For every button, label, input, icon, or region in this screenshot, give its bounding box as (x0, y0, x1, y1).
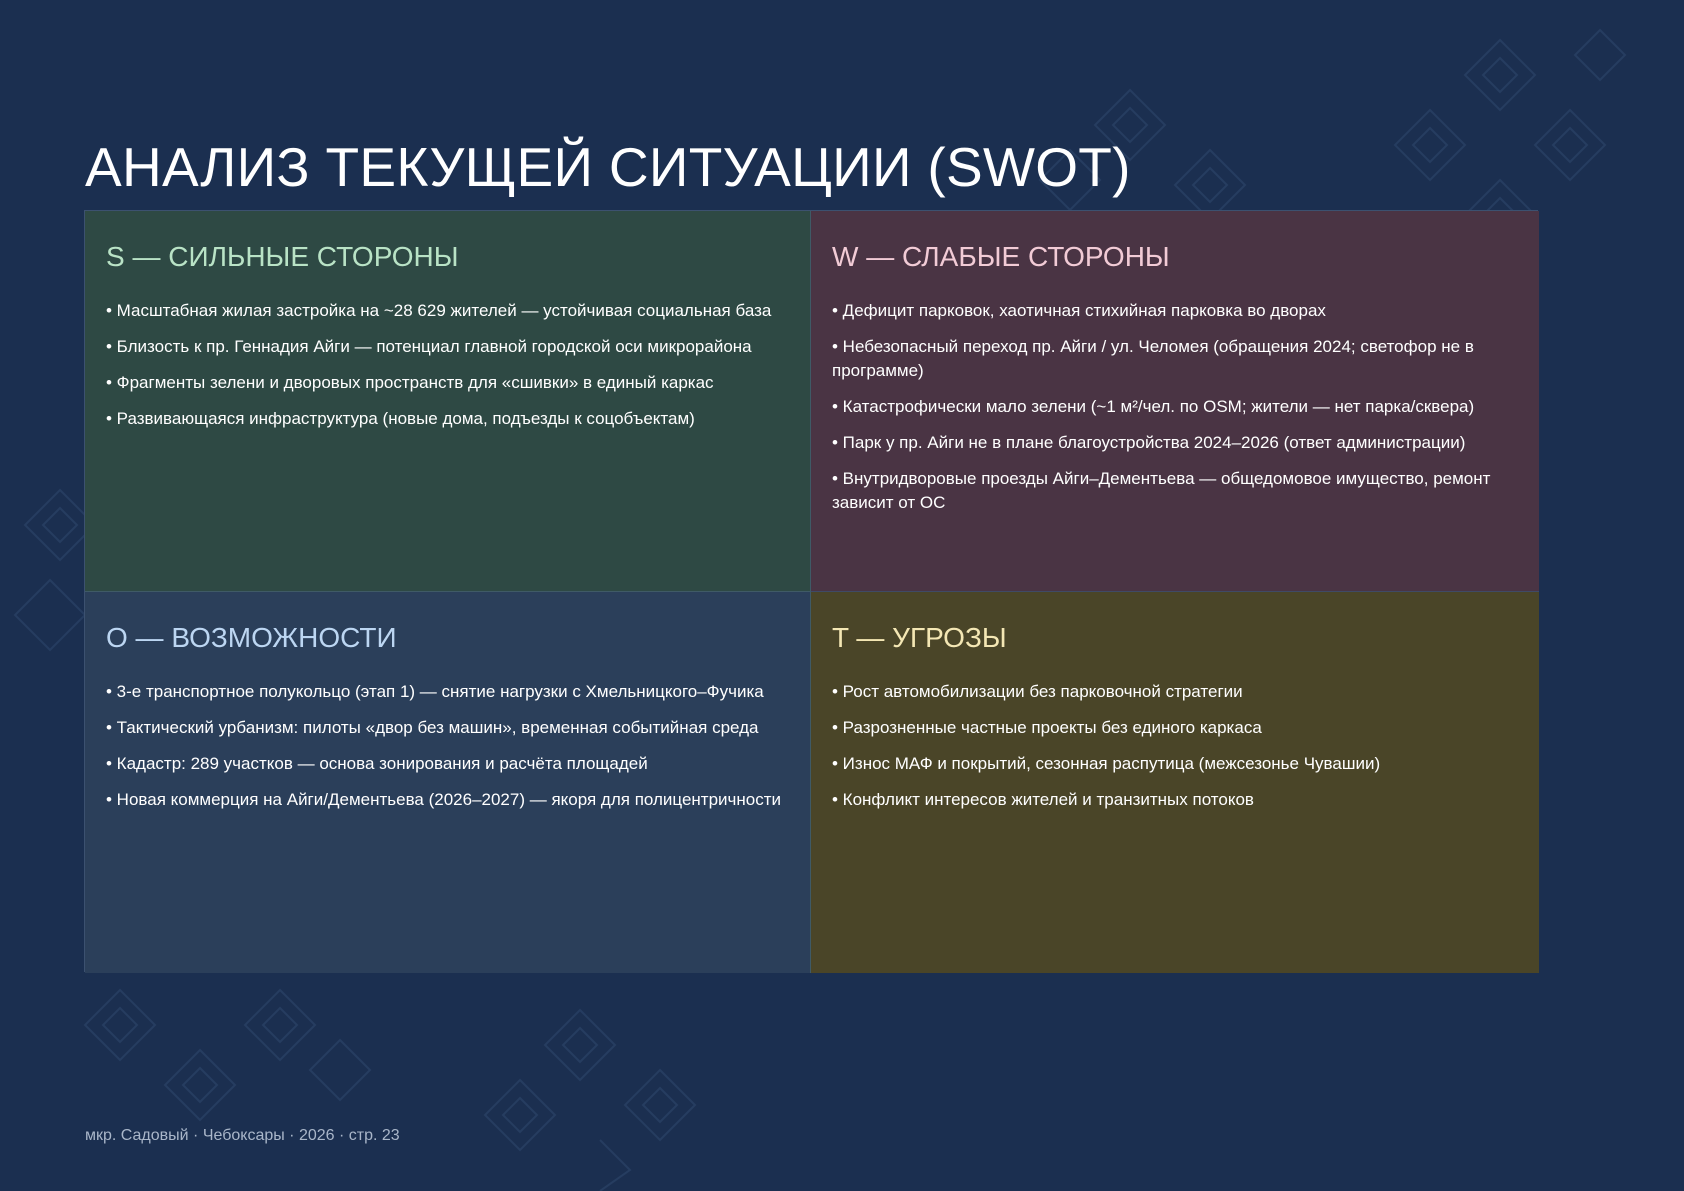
strengths-heading: S — СИЛЬНЫЕ СТОРОНЫ (106, 241, 459, 272)
list-item: • Небезопасный переход пр. Айги / ул. Челомея (обращения 2024; светофор не в программе) (832, 337, 1474, 380)
weaknesses-heading: W — СЛАБЫЕ СТОРОНЫ (832, 241, 1170, 272)
opportunities-heading: O — ВОЗМОЖНОСТИ (106, 622, 397, 653)
list-item: • Разрозненные частные проекты без единого каркаса (832, 718, 1262, 737)
list-item: • Тактический урбанизм: пилоты «двор без машин», временная событийная среда (106, 718, 759, 737)
list-item: • Дефицит парковок, хаотичная стихийная парковка во дворах (832, 301, 1326, 320)
list-item: • Кадастр: 289 участков — основа зонирования и расчёта площадей (106, 754, 648, 773)
swot-matrix (84, 210, 1538, 972)
list-item: • Фрагменты зелени и дворовых пространств для «сшивки» в единый каркас (106, 373, 714, 392)
list-item: • Близость к пр. Геннадия Айги — потенциал главной городской оси микрорайона (106, 337, 752, 356)
list-item: • Износ МАФ и покрытий, сезонная распутица (межсезонье Чувашии) (832, 754, 1381, 773)
threats-heading: T — УГРОЗЫ (832, 622, 1007, 653)
weaknesses-list (832, 299, 1531, 515)
weaknesses-quadrant (811, 211, 1539, 592)
list-item: • Конфликт интересов жителей и транзитных потоков (832, 790, 1254, 809)
list-item: • Развивающаяся инфраструктура (новые дома, подъезды к соцобъектам) (106, 409, 695, 428)
list-item: • Парк у пр. Айги не в плане благоустройства 2024–2026 (ответ администрации) (832, 433, 1466, 452)
strengths-list (106, 299, 802, 431)
list-item: • Новая коммерция на Айги/Дементьева (2026–2027) — якоря для полицентричности (106, 790, 782, 809)
list-item: • Внутридворовые проезды Айги–Дементьева — общедомовое имущество, ремонт зависит от ОС (832, 469, 1491, 512)
opportunities-quadrant (85, 592, 811, 973)
page-title: АНАЛИЗ ТЕКУЩЕЙ СИТУАЦИИ (SWOT) (85, 136, 1131, 198)
strengths-quadrant (85, 211, 811, 592)
threats-list (832, 680, 1531, 812)
list-item: • Катастрофически мало зелени (~1 м²/чел. по OSM; жители — нет парка/сквера) (832, 397, 1475, 416)
list-item: • 3-е транспортное полукольцо (этап 1) — снятие нагрузки с Хмельницкого–Фучика (106, 682, 764, 701)
list-item: • Масштабная жилая застройка на ~28 629 жителей — устойчивая социальная база (106, 301, 772, 320)
page-footer: мкр. Садовый · Чебоксары · 2026 · стр. 23 (85, 1127, 400, 1144)
opportunities-list (106, 680, 802, 812)
list-item: • Рост автомобилизации без парковочной стратегии (832, 682, 1243, 701)
threats-quadrant (811, 592, 1539, 973)
